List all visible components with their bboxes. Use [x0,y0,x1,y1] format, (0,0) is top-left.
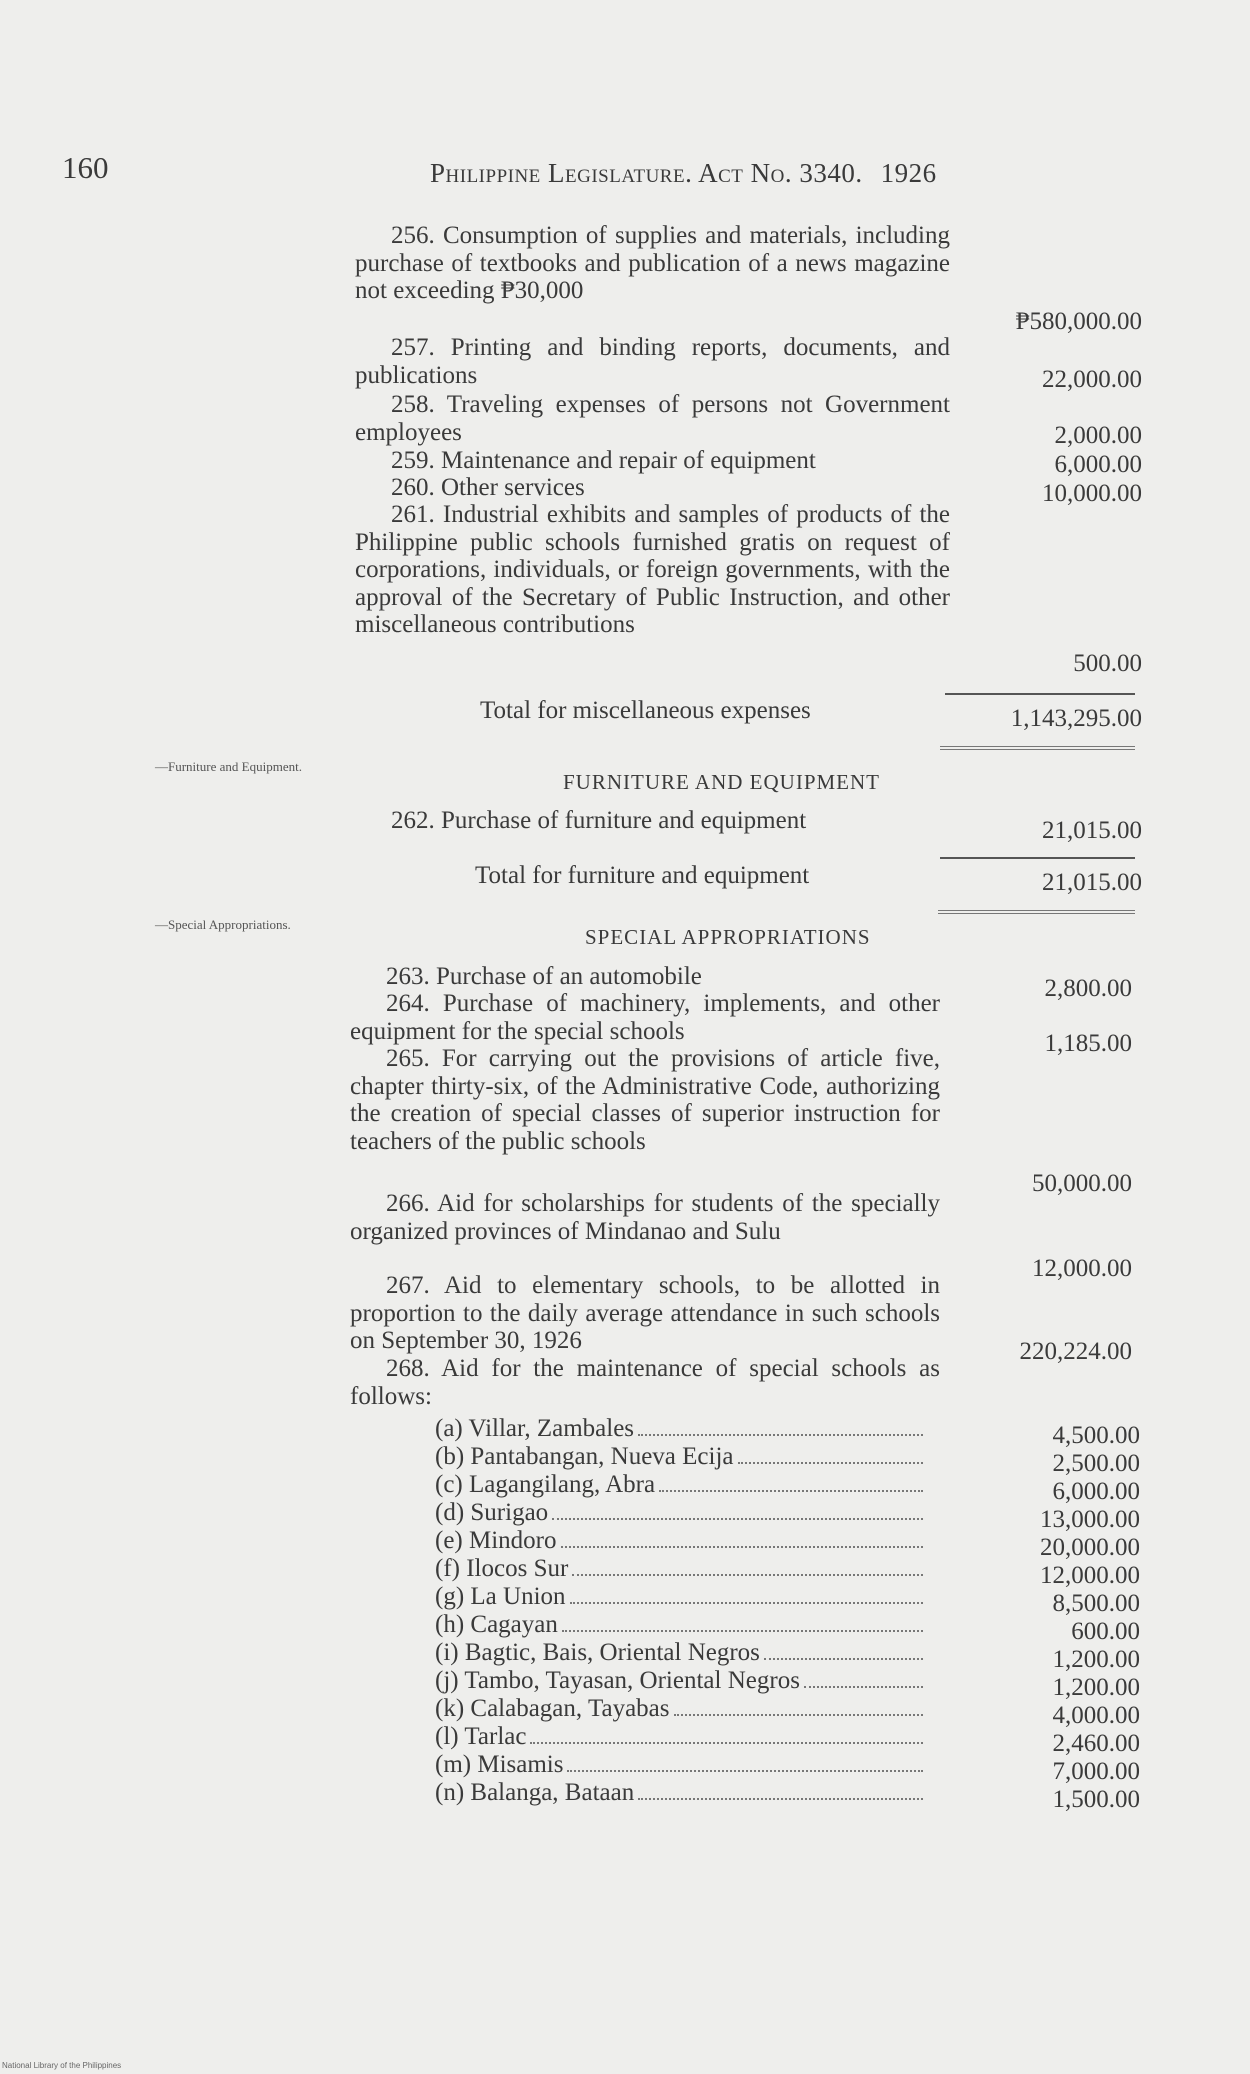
school-amount: 2,500.00 [1052,1450,1140,1477]
side-note-special: —Special Appropriations. [155,917,291,932]
misc-item-258: 258. Traveling expenses of persons not Government employees [355,391,950,446]
furniture-total-label: Total for furniture and equipment [475,862,810,889]
special-amount-263: 2,800.00 [1044,975,1132,1002]
schools-list [435,1415,925,1807]
school-item: (j) Tambo, Tayasan, Oriental Negros [435,1667,925,1695]
special-amount-266: 12,000.00 [1032,1255,1132,1282]
misc-amount-259: 6,000.00 [1054,451,1142,478]
school-item: (d) Surigao [435,1499,925,1527]
school-amount: 4,000.00 [1052,1702,1140,1729]
school-item: (h) Cagayan [435,1611,925,1639]
misc-amount-257: 22,000.00 [1042,366,1142,393]
school-item: (m) Misamis [435,1751,925,1779]
school-amount: 1,200.00 [1052,1646,1140,1673]
school-amount: 8,500.00 [1052,1590,1140,1617]
school-item: (e) Mindoro [435,1527,925,1555]
misc-item-259: 259. Maintenance and repair of equipment [391,447,816,474]
school-item: (l) Tarlac [435,1723,925,1751]
school-amount: 4,500.00 [1052,1422,1140,1449]
furniture-amount-262: 21,015.00 [1042,817,1142,844]
special-item-265: 265. For carrying out the provisions of article five, chapter thirty-six, of the Administrative Code, authorizing the creation of special classes of superior instruction for teachers of the public schools [350,1045,940,1155]
misc-amount-258: 2,000.00 [1054,422,1142,449]
running-head [430,158,937,189]
school-amount: 13,000.00 [1040,1506,1140,1533]
subtotal-rule [940,857,1135,859]
school-amount: 2,460.00 [1052,1730,1140,1757]
special-amount-267: 220,224.00 [1019,1338,1132,1365]
school-amount: 12,000.00 [1040,1562,1140,1589]
total-double-rule [938,910,1135,914]
misc-item-257: 257. Printing and binding reports, documents, and publications [355,334,950,389]
school-item: (a) Villar, Zambales [435,1415,925,1443]
school-amount: 1,500.00 [1052,1786,1140,1813]
special-amount-265: 50,000.00 [1032,1170,1132,1197]
misc-amount-260: 10,000.00 [1042,480,1142,507]
schools-amounts [980,1422,1140,1814]
page-number: 160 [62,150,109,185]
footer-note: National Library of the Philippines [2,2061,122,2070]
special-amount-264: 1,185.00 [1044,1030,1132,1057]
running-head-year: 1926 [880,158,937,188]
school-item: (g) La Union [435,1583,925,1611]
misc-item-256: 256. Consumption of supplies and materials, including purchase of textbooks and publication of a news magazine not exceeding ₱30,000 [355,222,950,304]
side-note-furniture: —Furniture and Equipment. [155,759,302,774]
section-heading-special: SPECIAL APPROPRIATIONS [585,925,871,949]
school-amount: 600.00 [1071,1618,1140,1645]
furniture-item-262: 262. Purchase of furniture and equipment [391,807,807,834]
total-double-rule [940,746,1135,750]
furniture-total-amount: 21,015.00 [1042,869,1142,896]
school-amount: 6,000.00 [1052,1478,1140,1505]
special-item-264: 264. Purchase of machinery, implements, and other equipment for the special schools [350,990,940,1045]
school-amount: 7,000.00 [1052,1758,1140,1785]
school-item: (f) Ilocos Sur [435,1555,925,1583]
special-item-267: 267. Aid to elementary schools, to be allotted in proportion to the daily average attendance in such schools on September 30, 1926 [350,1272,940,1354]
school-item: (n) Balanga, Bataan [435,1779,925,1807]
section-heading-furniture: FURNITURE AND EQUIPMENT [563,770,880,794]
special-item-266: 266. Aid for scholarships for students of the specially organized provinces of Mindanao and Sulu [350,1190,940,1245]
misc-amount-256: ₱580,000.00 [1015,308,1142,335]
school-item: (b) Pantabangan, Nueva Ecija [435,1443,925,1471]
special-item-268: 268. Aid for the maintenance of special schools as follows: [350,1355,940,1410]
misc-total-amount: 1,143,295.00 [1010,705,1142,732]
misc-total-label: Total for miscellaneous expenses [480,697,811,724]
misc-item-260: 260. Other services [391,474,585,501]
school-amount: 20,000.00 [1040,1534,1140,1561]
school-amount: 1,200.00 [1052,1674,1140,1701]
special-item-263: 263. Purchase of an automobile [386,963,702,990]
school-item: (c) Lagangilang, Abra [435,1471,925,1499]
school-item: (i) Bagtic, Bais, Oriental Negros [435,1639,925,1667]
subtotal-rule [945,693,1135,695]
misc-item-261: 261. Industrial exhibits and samples of products of the Philippine public schools furnished gratis on request of corporations, individuals, or foreign governments, with the approval of the Secretary of Public Instruction, and other miscellaneous contributions [355,501,950,638]
school-item: (k) Calabagan, Tayabas [435,1695,925,1723]
running-head-title: Philippine Legislature. Act No. 3340. [430,158,863,188]
misc-amount-261: 500.00 [1073,650,1142,677]
